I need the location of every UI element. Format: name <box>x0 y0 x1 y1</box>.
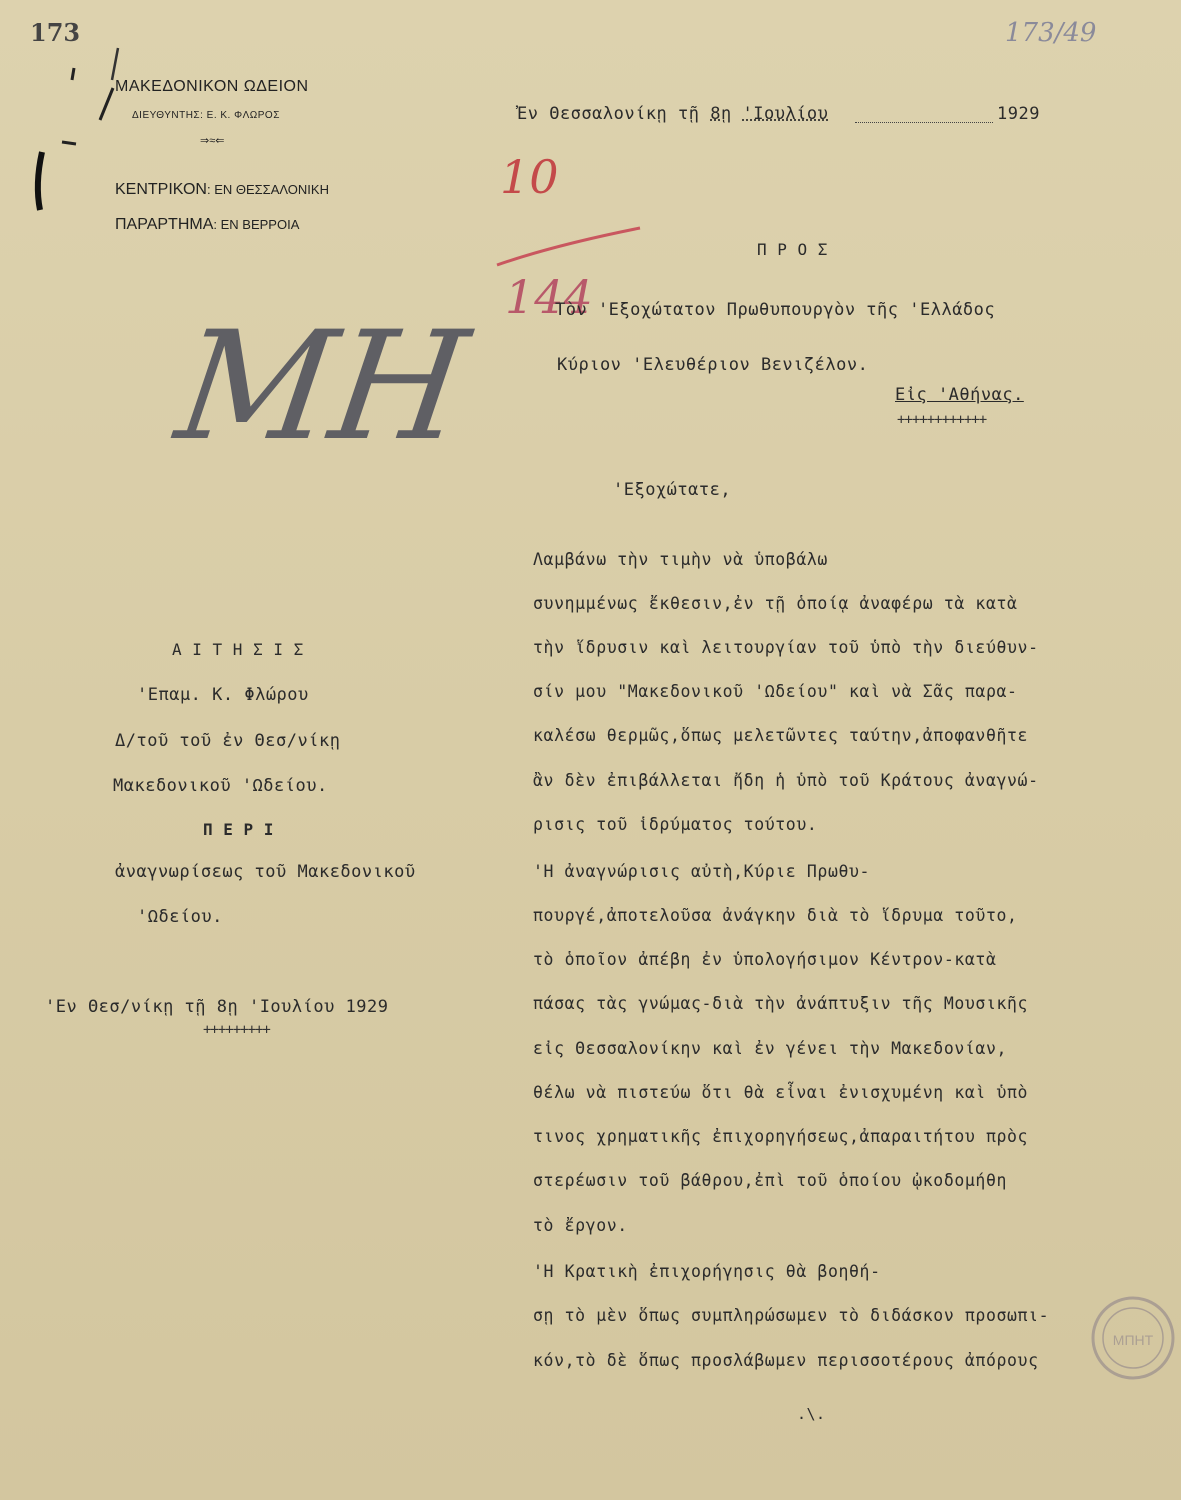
handwritten-initials: ΜΗ <box>167 300 477 474</box>
body-line: Λαμβάνω τὴν τιμὴν νὰ ὑποβάλω <box>533 550 828 569</box>
page-continuation-mark: .\. <box>797 1405 826 1423</box>
archive-stamp <box>1093 1298 1173 1378</box>
sidebar-line-1: 'Επαμ. Κ. Φλώρου <box>137 685 309 705</box>
branch-label: ΠΑΡΑΡΤΗΜΑ <box>115 216 214 233</box>
body-line: κόν,τὸ δὲ ὅπως προσλάβωμεν περισσοτέρους ἀπόρους <box>533 1351 1039 1370</box>
body-line: πουργέ,ἀποτελοῦσα ἀνάγκην διὰ τὸ ἵδρυμα τοῦτο, <box>533 906 1018 925</box>
archive-reference: 173/49 <box>1005 18 1097 48</box>
dateline-place: Ἐν Θεσσαλονίκῃ τῇ <box>517 104 700 124</box>
body-line: συνημμένως ἔκθεσιν,ἐν τῇ ὁποίᾳ ἀναφέρω τὰ κατὰ <box>533 594 1018 613</box>
sidebar-line-4: ἀναγνωρίσεως τοῦ Μακεδονικοῦ <box>115 862 416 882</box>
central-label: ΚΕΝΤΡΙΚΟΝ <box>115 181 207 198</box>
ink-blot <box>38 152 42 210</box>
sidebar-line-5: 'Ωδείου. <box>137 907 223 927</box>
letterhead-name: ΜΑΚΕΔΟΝΙΚΟΝ ΩΔΕΙΟΝ <box>115 78 309 95</box>
body-line: πάσας τὰς γνώμας-διὰ τὴν ἀνάπτυξιν τῆς Μουσικῆς <box>533 994 1029 1013</box>
stamp-text: ΜΠΗΤ <box>1112 1332 1154 1348</box>
addressee-pros: Π Ρ Ο Σ <box>757 240 828 259</box>
letterhead-ornament: ⇒≈⇐ <box>200 135 225 147</box>
red-annotation-number-2: 144 <box>505 270 593 324</box>
addressee-line-1: Τὸν 'Εξοχώτατον Πρωθυπουργὸν τῆς 'Ελλάδος <box>555 300 996 320</box>
sidebar-crosses: +++++++++ <box>203 1022 270 1038</box>
pen-tick-mark <box>72 68 74 80</box>
sidebar-line-3: Μακεδονικοῦ 'Ωδείου. <box>113 776 328 796</box>
body-line: 'Η Κρατικὴ ἐπιχορήγησις θὰ βοηθή- <box>533 1262 881 1281</box>
pen-slash-mark <box>112 48 118 80</box>
addressee-line-3: Εἰς 'Αθήνας. <box>895 385 1024 405</box>
body-line: τὴν ἵδρυσιν καὶ λειτουργίαν τοῦ ὑπὸ τὴν διεύθυν- <box>533 638 1039 657</box>
body-line: ρισις τοῦ ἱδρύματος τούτου. <box>533 815 818 834</box>
sidebar-line-2: Δ/τοῦ τοῦ ἐν Θεσ/νίκῃ <box>115 731 341 751</box>
sidebar-peri: Π Ε Ρ Ι <box>203 820 274 839</box>
pen-tick-mark <box>62 142 76 144</box>
red-annotation-number: 10 <box>500 150 559 204</box>
dateline-year: 1929 <box>997 104 1040 124</box>
addressee-line-2: Κύριον 'Ελευθέριον Βενιζέλον. <box>557 355 869 375</box>
body-line: στερέωσιν τοῦ βάθρου,ἐπὶ τοῦ ὁποίου ᾠκοδομήθη <box>533 1171 1008 1190</box>
body-line: τὸ ἔργον. <box>533 1216 628 1235</box>
body-line: τινος χρηματικῆς ἐπιχορηγήσεως,ἀπαραιτήτου πρὸς <box>533 1127 1029 1146</box>
folio-number: 173 <box>30 18 81 47</box>
sidebar-date: 'Εν Θεσ/νίκῃ τῇ 8ῃ 'Ιουλίου 1929 <box>45 997 389 1017</box>
dateline-month: 'Ιουλίου <box>742 104 829 124</box>
body-line: 'Η ἀναγνώρισις αὐτὴ,Κύριε Πρωθυ- <box>533 862 871 881</box>
pen-slash-mark <box>100 88 113 120</box>
branch-place: : ΕΝ ΒΕΡΡΟΙΑ <box>213 217 300 232</box>
dateline-day: 8ῃ <box>710 104 732 124</box>
central-place: : ΕΝ ΘΕΣΣΑΛΟΝΙΚΗ <box>206 182 329 197</box>
red-annotation-stroke <box>497 228 640 265</box>
body-line: καλέσω θερμῶς,ὅπως μελετῶντες ταύτην,ἀποφανθῆτε <box>533 726 1029 745</box>
sidebar-title: Α Ι Τ Η Σ Ι Σ <box>172 640 304 659</box>
letterhead-director: ΔΙΕΥΘΥΝΤΗΣ: Ε. Κ. ΦΛΩΡΟΣ <box>132 110 280 121</box>
body-line: θέλω νὰ πιστεύω ὅτι θὰ εἶναι ἐνισχυμένη καὶ ὑπὸ <box>533 1083 1029 1102</box>
body-line: σῃ τὸ μὲν ὅπως συμπληρώσωμεν τὸ διδάσκον προσωπι- <box>533 1306 1050 1325</box>
body-line: σίν μου "Μακεδονικοῦ 'Ωδείου" καὶ νὰ Σᾶς παρα- <box>533 682 1018 701</box>
salutation: 'Εξοχώτατε, <box>613 480 732 500</box>
addressee-crosses: ++++++++++++ <box>897 412 987 428</box>
body-line: εἰς Θεσσαλονίκην καὶ ἐν γένει τὴν Μακεδονίαν, <box>533 1039 1008 1058</box>
body-line: ἂν δὲν ἐπιβάλλεται ἤδη ἡ ὑπὸ τοῦ Κράτους ἀναγνώ- <box>533 771 1039 790</box>
body-line: τὸ ὁποῖον ἀπέβη ἐν ὑπολογήσιμον Κέντρον-κατὰ <box>533 950 997 969</box>
